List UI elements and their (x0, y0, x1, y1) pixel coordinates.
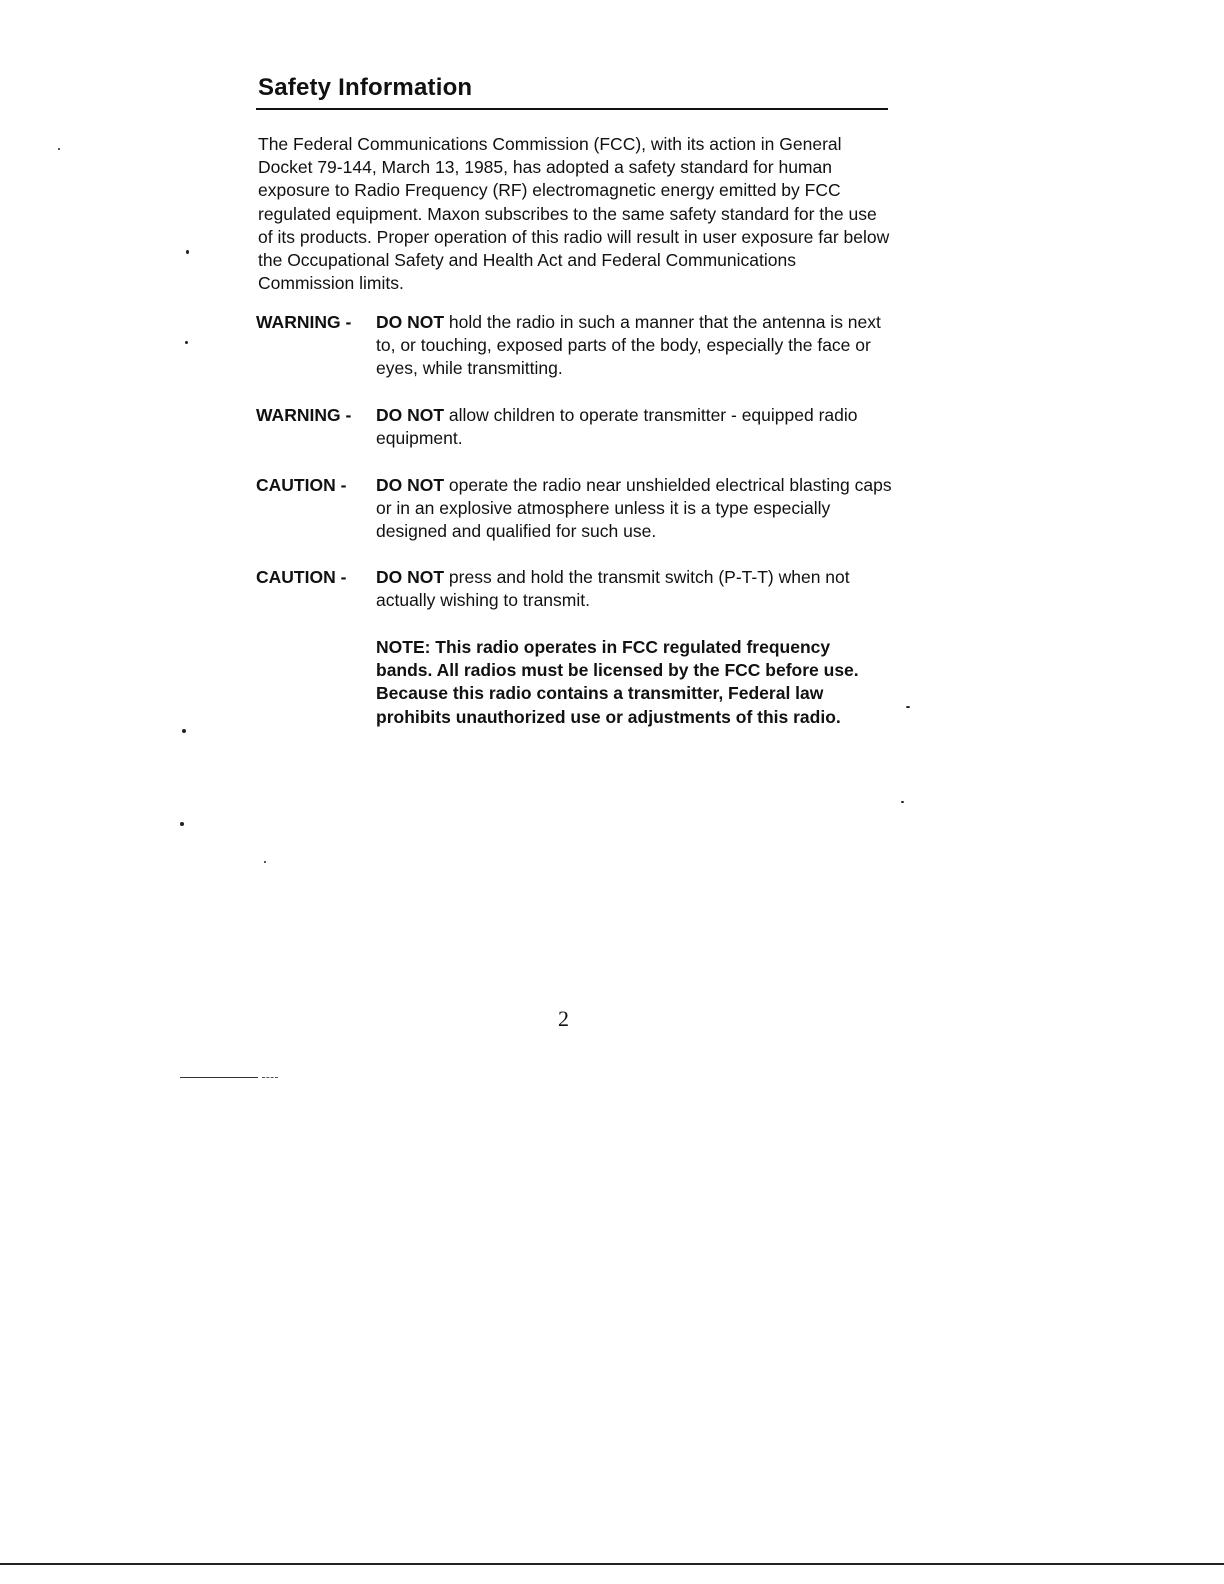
bottom-edge-line (0, 1563, 1224, 1565)
warning-notice-2 (256, 404, 896, 450)
notice-label: WARNING - (256, 312, 352, 332)
notice-label: CAUTION - (256, 475, 347, 495)
scan-speck (264, 861, 266, 863)
notice-text: operate the radio near unshielded electrical blasting caps or in an explosive atmosphere unless it is a type especially designed and qualified for such use. (376, 475, 892, 542)
notice-label: CAUTION - (256, 567, 347, 587)
caution-notice-1 (256, 474, 896, 544)
caution-notice-2 (256, 566, 896, 612)
scan-speck (901, 801, 904, 803)
intro-paragraph: The Federal Communications Commission (FCC), with its action in General Docket 79-144, March 13, 1985, has adopted a safety standard for human exposure to Radio Frequency (RF) electromagnetic energy emitted by FCC regulated equipment. Maxon subscribes to the same safety standard for the use of its products. Proper operation of this radio will result in user exposure far below the Occupational Safety and Health Act and Federal Communications Commission limits. (258, 134, 890, 294)
scan-speck (906, 706, 910, 708)
scan-speck (185, 341, 188, 344)
fcc-note: NOTE: This radio operates in FCC regulated frequency bands. All radios must be licensed by the FCC before use. Because this radio contains a transmitter, Federal law prohibits unauthorized use or adjustments of this radio. (376, 637, 859, 727)
notice-text: press and hold the transmit switch (P-T-T) when not actually wishing to transmit. (376, 567, 850, 611)
scan-speck (58, 148, 60, 150)
scan-speck (180, 822, 184, 826)
notice-text: hold the radio in such a manner that the antenna is next to, or touching, exposed parts of the body, especially the face or eyes, while transmitting. (376, 312, 881, 379)
scan-speck (186, 250, 189, 254)
stray-rule-dash (262, 1077, 278, 1079)
title-underline (256, 108, 888, 110)
page-title: Safety Information (258, 74, 473, 101)
notice-label: WARNING - (256, 405, 352, 425)
notice-lead: DO NOT (376, 475, 445, 495)
notice-lead: DO NOT (376, 405, 445, 425)
notice-lead: DO NOT (376, 312, 445, 332)
notice-body (376, 311, 896, 381)
notice-body (376, 474, 896, 544)
notice-lead: DO NOT (376, 567, 445, 587)
scan-speck (182, 729, 186, 733)
notice-body (376, 566, 896, 612)
stray-rule (180, 1077, 258, 1078)
page-number: 2 (558, 1006, 569, 1031)
notice-body (376, 404, 896, 450)
notice-text: allow children to operate transmitter - equipped radio equipment. (376, 405, 858, 449)
warning-notice-1 (256, 311, 896, 381)
